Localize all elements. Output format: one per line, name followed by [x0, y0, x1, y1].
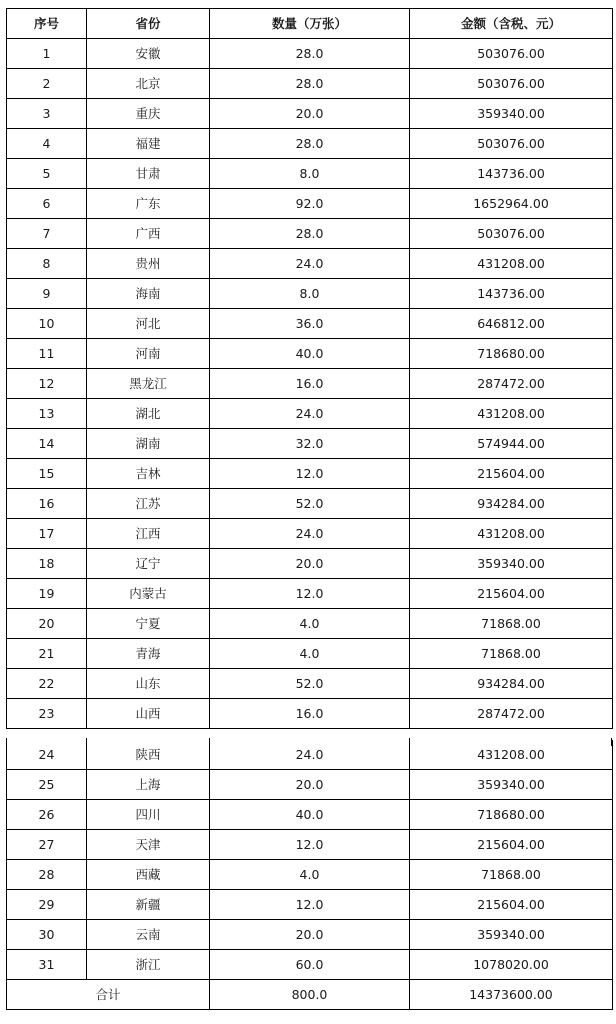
cell-province: 河北	[87, 309, 210, 339]
table-header-row	[7, 9, 613, 39]
cell-index: 3	[7, 99, 87, 129]
cell-province: 广东	[87, 189, 210, 219]
table-row	[7, 860, 613, 890]
cell-province: 重庆	[87, 99, 210, 129]
cell-province: 内蒙古	[87, 579, 210, 609]
cell-quantity: 24.0	[210, 519, 410, 549]
cell-quantity: 24.0	[210, 249, 410, 279]
cell-quantity: 12.0	[210, 890, 410, 920]
cell-province: 四川	[87, 800, 210, 830]
table-row	[7, 339, 613, 369]
cell-index: 17	[7, 519, 87, 549]
cell-province: 陕西	[87, 740, 210, 770]
cell-province: 河南	[87, 339, 210, 369]
table-row	[7, 800, 613, 830]
table-row	[7, 99, 613, 129]
table-row	[7, 279, 613, 309]
cell-amount: 1078020.00	[410, 950, 613, 980]
header-index: 序号	[7, 9, 87, 39]
cell-province: 上海	[87, 770, 210, 800]
table-row	[7, 459, 613, 489]
cell-amount: 71868.00	[410, 609, 613, 639]
cell-index: 1	[7, 39, 87, 69]
total-quantity: 800.0	[210, 980, 410, 1010]
cell-index: 13	[7, 399, 87, 429]
cell-amount: 359340.00	[410, 920, 613, 950]
table-row	[7, 669, 613, 699]
cell-province: 山东	[87, 669, 210, 699]
cell-index: 24	[7, 740, 87, 770]
cell-province: 天津	[87, 830, 210, 860]
cell-quantity: 4.0	[210, 860, 410, 890]
cell-amount: 215604.00	[410, 579, 613, 609]
header-amount: 金额（含税、元）	[410, 9, 613, 39]
table-row	[7, 189, 613, 219]
cell-quantity: 40.0	[210, 800, 410, 830]
cell-quantity: 8.0	[210, 279, 410, 309]
cell-index: 16	[7, 489, 87, 519]
cell-quantity: 20.0	[210, 920, 410, 950]
table-row	[7, 770, 613, 800]
cell-quantity: 20.0	[210, 549, 410, 579]
cell-quantity: 4.0	[210, 639, 410, 669]
cell-amount: 431208.00	[410, 519, 613, 549]
cell-province: 新疆	[87, 890, 210, 920]
header-province: 省份	[87, 9, 210, 39]
cell-index: 27	[7, 830, 87, 860]
cell-amount: 431208.00	[410, 399, 613, 429]
cell-index: 7	[7, 219, 87, 249]
cell-quantity: 12.0	[210, 579, 410, 609]
cell-amount: 646812.00	[410, 309, 613, 339]
cell-amount: 143736.00	[410, 279, 613, 309]
cell-index: 8	[7, 249, 87, 279]
table-row	[7, 429, 613, 459]
cell-quantity: 40.0	[210, 339, 410, 369]
table-row	[7, 740, 613, 770]
cell-amount: 143736.00	[410, 159, 613, 189]
cell-amount: 287472.00	[410, 369, 613, 399]
cell-quantity: 12.0	[210, 830, 410, 860]
table-row	[7, 489, 613, 519]
cell-quantity: 12.0	[210, 459, 410, 489]
cell-quantity: 60.0	[210, 950, 410, 980]
cell-quantity: 28.0	[210, 39, 410, 69]
table-row	[7, 579, 613, 609]
cell-amount: 359340.00	[410, 549, 613, 579]
cell-province: 辽宁	[87, 549, 210, 579]
cell-index: 23	[7, 699, 87, 729]
cell-index: 5	[7, 159, 87, 189]
cell-quantity: 32.0	[210, 429, 410, 459]
cell-quantity: 28.0	[210, 219, 410, 249]
table-row	[7, 219, 613, 249]
table-row	[7, 369, 613, 399]
cell-quantity: 36.0	[210, 309, 410, 339]
cell-province: 江苏	[87, 489, 210, 519]
cell-province: 黑龙江	[87, 369, 210, 399]
cell-province: 广西	[87, 219, 210, 249]
cell-province: 山西	[87, 699, 210, 729]
cell-index: 9	[7, 279, 87, 309]
cell-quantity: 20.0	[210, 770, 410, 800]
cell-quantity: 28.0	[210, 69, 410, 99]
cell-index: 14	[7, 429, 87, 459]
allocation-table-part2	[6, 740, 613, 1010]
cell-amount: 718680.00	[410, 339, 613, 369]
cell-amount: 503076.00	[410, 39, 613, 69]
cell-index: 2	[7, 69, 87, 99]
cell-province: 西藏	[87, 860, 210, 890]
cell-quantity: 24.0	[210, 740, 410, 770]
cell-index: 6	[7, 189, 87, 219]
cell-amount: 71868.00	[410, 639, 613, 669]
cell-index: 22	[7, 669, 87, 699]
table-row	[7, 309, 613, 339]
table-row	[7, 549, 613, 579]
table-row	[7, 159, 613, 189]
cell-province: 青海	[87, 639, 210, 669]
table-row	[7, 249, 613, 279]
cell-province: 安徽	[87, 39, 210, 69]
cell-index: 30	[7, 920, 87, 950]
cell-index: 29	[7, 890, 87, 920]
cell-amount: 934284.00	[410, 669, 613, 699]
cell-province: 浙江	[87, 950, 210, 980]
cell-amount: 359340.00	[410, 770, 613, 800]
cell-amount: 503076.00	[410, 69, 613, 99]
cell-index: 15	[7, 459, 87, 489]
cell-amount: 574944.00	[410, 429, 613, 459]
cell-quantity: 24.0	[210, 399, 410, 429]
cell-index: 10	[7, 309, 87, 339]
table-row	[7, 699, 613, 729]
cell-province: 湖北	[87, 399, 210, 429]
cell-index: 18	[7, 549, 87, 579]
cell-quantity: 16.0	[210, 369, 410, 399]
header-quantity: 数量（万张）	[210, 9, 410, 39]
cell-index: 12	[7, 369, 87, 399]
table-row	[7, 39, 613, 69]
cell-index: 31	[7, 950, 87, 980]
table-row	[7, 609, 613, 639]
cell-amount: 503076.00	[410, 129, 613, 159]
cell-province: 云南	[87, 920, 210, 950]
cell-province: 江西	[87, 519, 210, 549]
table-row	[7, 950, 613, 980]
cell-index: 20	[7, 609, 87, 639]
table-row	[7, 129, 613, 159]
cell-amount: 503076.00	[410, 219, 613, 249]
cell-province: 福建	[87, 129, 210, 159]
table-row	[7, 519, 613, 549]
cell-index: 4	[7, 129, 87, 159]
cell-province: 海南	[87, 279, 210, 309]
cell-index: 28	[7, 860, 87, 890]
cell-index: 19	[7, 579, 87, 609]
cell-amount: 718680.00	[410, 800, 613, 830]
cell-amount: 71868.00	[410, 860, 613, 890]
cell-amount: 1652964.00	[410, 189, 613, 219]
cell-amount: 934284.00	[410, 489, 613, 519]
cell-amount: 215604.00	[410, 890, 613, 920]
total-label: 合计	[7, 980, 210, 1010]
cell-amount: 431208.00	[410, 249, 613, 279]
cell-quantity: 52.0	[210, 669, 410, 699]
allocation-table-part1	[6, 8, 613, 729]
cell-index: 21	[7, 639, 87, 669]
cell-amount: 215604.00	[410, 459, 613, 489]
cell-province: 甘肃	[87, 159, 210, 189]
cell-province: 湖南	[87, 429, 210, 459]
cell-quantity: 92.0	[210, 189, 410, 219]
table-row	[7, 830, 613, 860]
table-row	[7, 399, 613, 429]
cell-index: 25	[7, 770, 87, 800]
cell-quantity: 20.0	[210, 99, 410, 129]
table-row	[7, 920, 613, 950]
cell-index: 11	[7, 339, 87, 369]
cell-quantity: 4.0	[210, 609, 410, 639]
table-row	[7, 69, 613, 99]
cell-quantity: 8.0	[210, 159, 410, 189]
cell-amount: 215604.00	[410, 830, 613, 860]
total-row	[7, 980, 613, 1010]
cell-amount: 287472.00	[410, 699, 613, 729]
cell-quantity: 52.0	[210, 489, 410, 519]
cell-province: 吉林	[87, 459, 210, 489]
cell-province: 贵州	[87, 249, 210, 279]
table-row	[7, 890, 613, 920]
total-amount: 14373600.00	[410, 980, 613, 1010]
cell-index: 26	[7, 800, 87, 830]
cell-quantity: 28.0	[210, 129, 410, 159]
cell-quantity: 16.0	[210, 699, 410, 729]
cell-province: 北京	[87, 69, 210, 99]
cell-amount: 359340.00	[410, 99, 613, 129]
cell-amount: 431208.00	[410, 740, 613, 770]
table-row	[7, 639, 613, 669]
cell-province: 宁夏	[87, 609, 210, 639]
